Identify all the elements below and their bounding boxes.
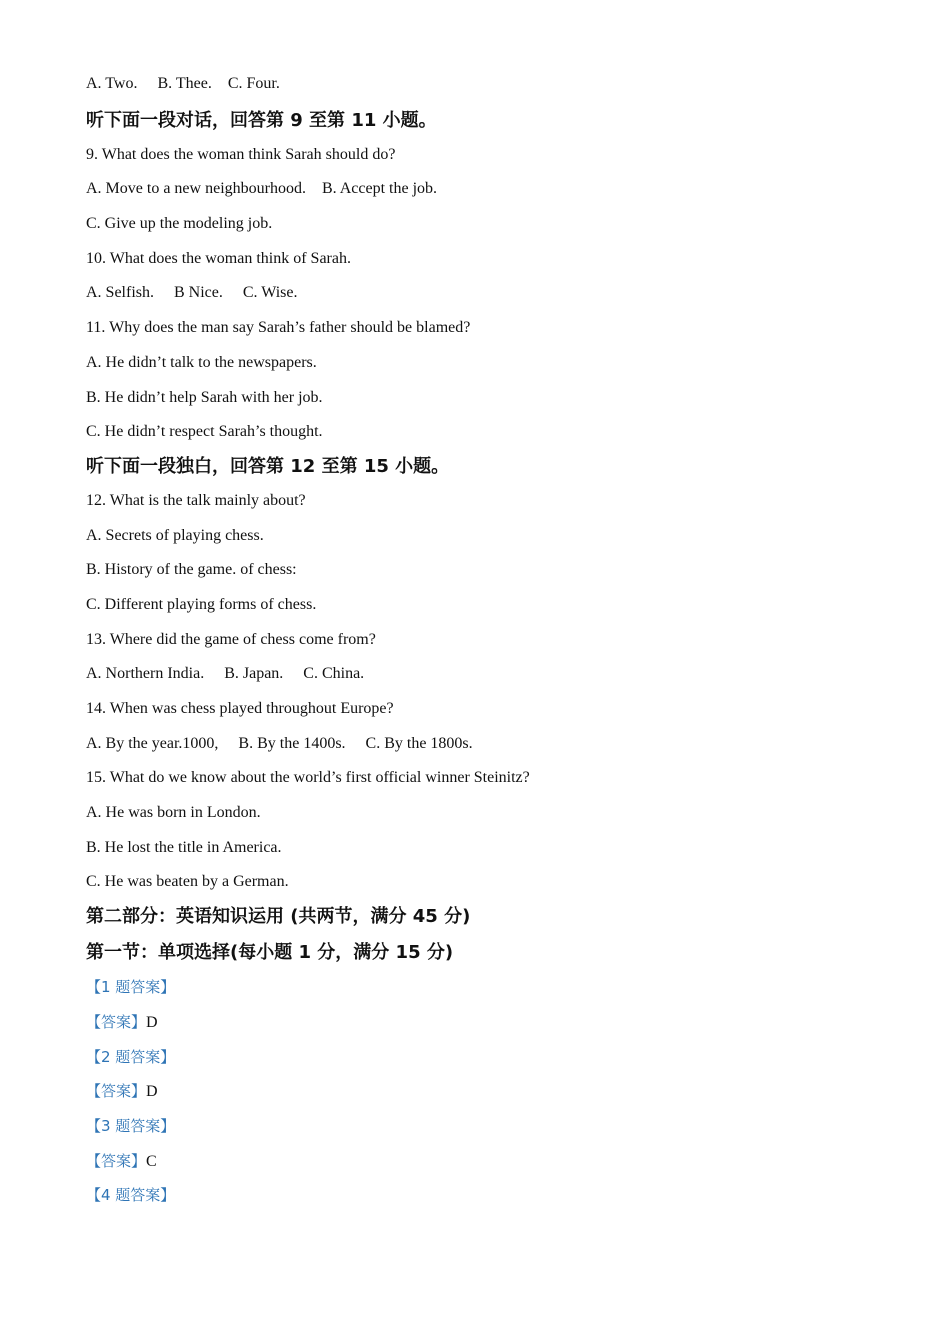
question-14: 14. When was chess played throughout Europe? xyxy=(86,700,394,717)
answer-label-2: 【答案】 xyxy=(86,1082,147,1101)
question-9-option-c: C. Give up the modeling job. xyxy=(86,215,273,233)
answer-tag-1: 【1 题答案】 xyxy=(86,978,176,997)
question-11: 11. Why does the man say Sarah’s father should be blamed? xyxy=(86,319,471,337)
question-15: 15. What do we know about the world’s first official winner Steinitz? xyxy=(86,769,530,787)
question-13: 13. Where did the game of chess come from? xyxy=(86,630,376,648)
question-12-option-c: C. Different playing forms of chess. xyxy=(86,595,317,613)
answer-value-3: C xyxy=(146,1152,157,1170)
heading-part-two: 第二部分：英语知识运用 (共两节，满分 45 分) xyxy=(86,906,471,928)
document-page xyxy=(86,74,886,1220)
answer-value-1: D xyxy=(146,1013,158,1031)
heading-section-one: 第一节：单项选择(每小题 1 分，满分 15 分) xyxy=(86,942,454,964)
question-12-option-b: B. History of the game. of chess: xyxy=(86,561,297,579)
heading-monologue-12-15: 听下面一段独白，回答第 12 至第 15 小题。 xyxy=(86,455,450,477)
answer-value-2: D xyxy=(146,1083,158,1101)
answer-label-3: 【答案】 xyxy=(86,1151,147,1170)
question-15-option-a: A. He was born in London. xyxy=(86,804,261,822)
question-11-option-b: B. He didn’t help Sarah with her job. xyxy=(86,388,323,406)
answer-row-3 xyxy=(86,1151,886,1171)
q8-options: A. Two. B. Thee. C. Four. xyxy=(86,75,280,92)
question-10-options: A. Selfish. B Nice. C. Wise. xyxy=(86,284,298,302)
answer-tag-4: 【4 题答案】 xyxy=(86,1186,176,1205)
answer-tag-2: 【2 题答案】 xyxy=(86,1047,176,1066)
answer-row-1 xyxy=(86,1012,886,1032)
question-9-options-ab: A. Move to a new neighbourhood. B. Accept the job. xyxy=(86,180,438,198)
heading-dialog-9-11: 听下面一段对话，回答第 9 至第 11 小题。 xyxy=(86,109,437,131)
answer-row-2 xyxy=(86,1081,886,1101)
question-9: 9. What does the woman think Sarah should do? xyxy=(86,145,396,163)
question-12-option-a: A. Secrets of playing chess. xyxy=(86,526,264,544)
answer-tag-3: 【3 题答案】 xyxy=(86,1116,176,1135)
question-10: 10. What does the woman think of Sarah. xyxy=(86,249,351,267)
question-15-option-c: C. He was beaten by a German. xyxy=(86,873,289,891)
question-12: 12. What is the talk mainly about? xyxy=(86,491,306,509)
question-11-option-a: A. He didn’t talk to the newspapers. xyxy=(86,353,317,371)
question-14-options: A. By the year.1000, B. By the 1400s. C. By the 1800s. xyxy=(86,734,473,752)
question-15-option-b: B. He lost the title in America. xyxy=(86,838,282,856)
question-11-option-c: C. He didn’t respect Sarah’s thought. xyxy=(86,423,323,441)
question-13-options: A. Northern India. B. Japan. C. China. xyxy=(86,665,365,683)
answer-label-1: 【答案】 xyxy=(86,1012,147,1031)
